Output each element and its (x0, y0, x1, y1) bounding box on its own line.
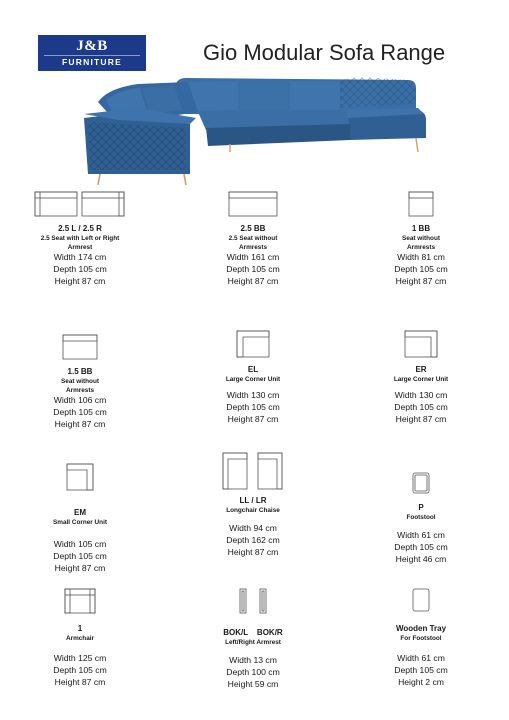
unit-depth: Depth 105 cm (394, 401, 448, 412)
unit-width: Width 94 cm (229, 523, 277, 533)
unit-height: Height 87 cm (54, 275, 106, 286)
unit-description: Footstool (406, 514, 436, 521)
sofa-2-5-bb-icon (228, 190, 278, 218)
unit-code: EL (247, 365, 259, 374)
unit-description: Large Corner Unit (393, 376, 449, 383)
brand-name: J&B (76, 38, 108, 54)
unit-em (5, 463, 155, 574)
unit-code: 1 (77, 624, 83, 633)
unit-width: Width 174 cm (53, 252, 107, 262)
unit-width: Width 105 cm (53, 539, 107, 549)
unit-1-5-bb (5, 333, 155, 430)
unit-2-5-l-r (5, 190, 155, 287)
unit-depth: Depth 105 cm (53, 263, 107, 274)
unit-height: Height 59 cm (227, 678, 279, 689)
footstool-icon (412, 472, 430, 494)
unit-width: Width 81 cm (397, 252, 445, 262)
unit-description: Large Corner Unit (225, 376, 281, 383)
sofa-hero-image (78, 74, 428, 186)
unit-height: Height 46 cm (395, 553, 447, 564)
unit-code: 2.5 L / 2.5 R (58, 224, 102, 233)
unit-width: Width 106 cm (53, 395, 107, 405)
unit-er (346, 329, 496, 425)
unit-ll-lr (178, 452, 328, 558)
unit-depth: Depth 100 cm (226, 666, 280, 677)
unit-description: Small Corner Unit (53, 519, 107, 526)
unit-depth: Depth 105 cm (394, 541, 448, 552)
unit-description: Armchair (65, 635, 95, 642)
unit-height: Height 87 cm (227, 546, 279, 557)
unit-code: EM (74, 508, 86, 517)
unit-el (178, 329, 328, 425)
unit-description: Longchair Chaise (226, 507, 280, 514)
unit-code: P (418, 503, 424, 512)
unit-description: Seat without Armrests (402, 235, 440, 251)
unit-description: 2.5 Seat without Armrests (228, 235, 278, 251)
longchair-icon (222, 452, 284, 490)
unit-width: Width 13 cm (229, 655, 277, 665)
seat-1-5-bb-icon (62, 333, 98, 361)
brand-subtitle: FURNITURE (44, 55, 140, 68)
unit-height: Height 87 cm (54, 418, 106, 429)
unit-wooden-tray (346, 588, 496, 688)
unit-description: Left/Right Armrest (225, 639, 281, 646)
corner-em-icon (66, 463, 94, 491)
unit-depth: Depth 105 cm (394, 664, 448, 675)
unit-code: BOK/L BOK/R (223, 628, 283, 637)
unit-2-5-bb (178, 190, 328, 287)
unit-height: Height 87 cm (395, 275, 447, 286)
unit-1-armchair (5, 588, 155, 688)
unit-depth: Depth 105 cm (53, 550, 107, 561)
unit-height: Height 87 cm (54, 562, 106, 573)
unit-depth: Depth 105 cm (226, 401, 280, 412)
page-title: Gio Modular Sofa Range (203, 40, 446, 65)
corner-el-icon (236, 329, 270, 359)
unit-depth: Depth 105 cm (226, 263, 280, 274)
unit-code: LL / LR (239, 496, 267, 505)
unit-code: 2.5 BB (240, 224, 266, 233)
unit-bok (178, 588, 328, 690)
armrest-icon (238, 588, 268, 614)
unit-description: For Footstool (400, 635, 442, 642)
unit-width: Width 61 cm (397, 530, 445, 540)
unit-depth: Depth 105 cm (53, 406, 107, 417)
unit-height: Height 87 cm (395, 413, 447, 424)
unit-width: Width 130 cm (394, 390, 448, 400)
sofa-2-5-icon (34, 190, 126, 218)
armchair-icon (64, 588, 96, 614)
unit-1-bb (346, 190, 496, 287)
unit-depth: Depth 105 cm (394, 263, 448, 274)
brand-logo (38, 35, 146, 71)
unit-width: Width 161 cm (226, 252, 280, 262)
unit-width: Width 125 cm (53, 653, 107, 663)
unit-width: Width 61 cm (397, 653, 445, 663)
unit-code: Wooden Tray (395, 624, 447, 633)
unit-height: Height 87 cm (227, 413, 279, 424)
unit-depth: Depth 162 cm (226, 534, 280, 545)
unit-height: Height 87 cm (54, 676, 106, 687)
seat-1-bb-icon (408, 190, 434, 218)
unit-height: Height 2 cm (398, 676, 444, 687)
unit-description: Seat without Armrests (61, 378, 99, 394)
unit-code: 1 BB (411, 224, 431, 233)
unit-width: Width 130 cm (226, 390, 280, 400)
unit-code: ER (415, 365, 427, 374)
tray-icon (412, 588, 430, 612)
corner-er-icon (404, 329, 438, 359)
unit-depth: Depth 105 cm (53, 664, 107, 675)
unit-description: 2.5 Seat with Left or Right Armrest (40, 235, 120, 251)
unit-code: 1.5 BB (67, 367, 93, 376)
unit-height: Height 87 cm (227, 275, 279, 286)
unit-p (346, 472, 496, 565)
